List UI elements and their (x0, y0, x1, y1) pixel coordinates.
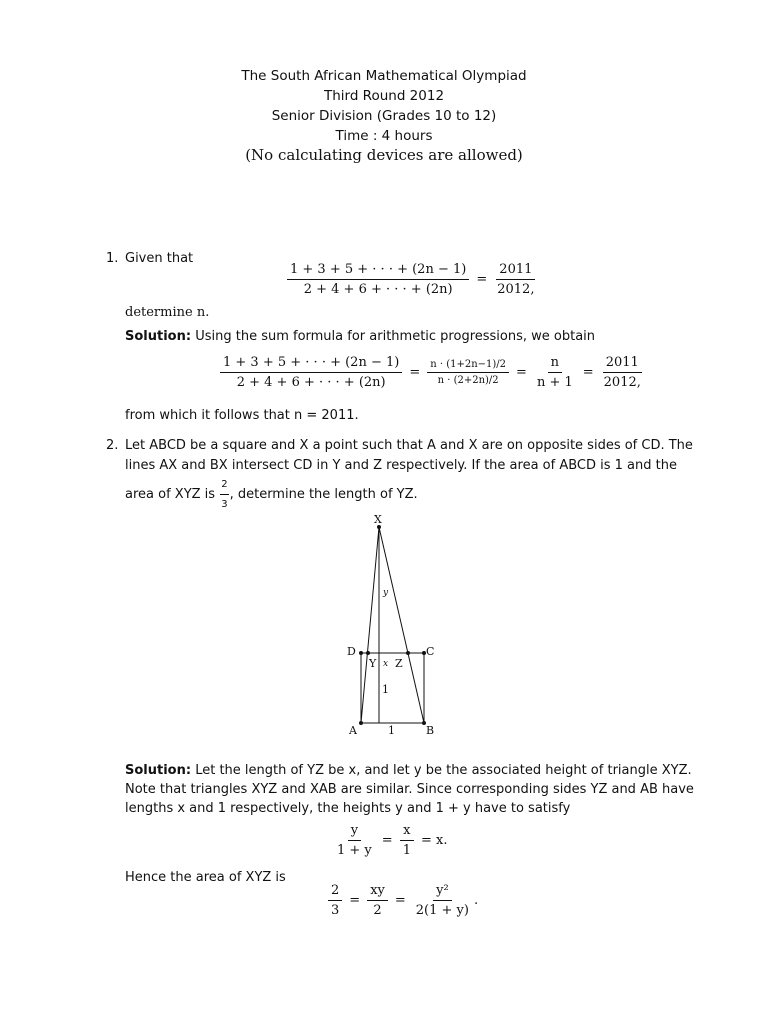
line3-text-b: , determine the length of YZ. (229, 487, 418, 502)
eq-rhs-numerator: 2011 (496, 262, 535, 280)
label-one-bottom: 1 (388, 724, 395, 737)
problem-2-number: 2. (106, 438, 119, 453)
label-a: A (349, 724, 357, 737)
label-one-side: 1 (382, 683, 389, 696)
division-line: Senior Division (Grades 10 to 12) (271, 108, 497, 124)
eq2-den2: 1 (402, 843, 411, 858)
sol-denominator: 2 + 4 + 6 + · · · + (2n) (236, 375, 386, 390)
point-y (366, 651, 370, 655)
sol-mid-denominator: n · (2+2n)/2 (437, 375, 499, 386)
point-a (359, 721, 363, 725)
problem-2-solution-line3: lengths x and 1 respectively, the heights y and 1 + y have to satisfy (125, 801, 571, 816)
eq3-lhs-den: 3 (331, 903, 340, 918)
eq2-num2: x (400, 823, 413, 841)
area-equation: $\frac{2}{3}$ = $\frac{xy}{2}$ = $\frac{\text{y²}}{2(1 + y)}$ . (326, 883, 478, 918)
sol2-text-1: Let the length of YZ be x, and let y be the associated height of triangle XYZ. (195, 763, 692, 778)
area-frac-den: 3 (221, 499, 228, 510)
label-z: Z (395, 657, 403, 670)
problem-1-number: 1. (106, 251, 119, 266)
label-b: B (426, 724, 435, 737)
label-d: D (347, 645, 356, 658)
title-line: The South African Mathematical Olympiad (241, 68, 527, 84)
solution-label: Solution: (125, 329, 192, 344)
eq3-rhs-num: y² (433, 883, 452, 901)
solution-label-2: Solution: (125, 763, 192, 778)
eq3-mid-den: 2 (373, 903, 382, 918)
sol-rhs-denominator: 2012, (603, 375, 641, 390)
no-calculators-line: (No calculating devices are allowed) (245, 146, 523, 164)
label-y-height: y (383, 588, 389, 598)
point-z (406, 651, 410, 655)
square-triangle-diagram (330, 505, 450, 745)
line-xa (361, 527, 379, 723)
line3-text-a: area of XYZ is (125, 487, 216, 502)
sol-n-plus-1: n + 1 (536, 375, 573, 390)
label-y-point: Y (369, 657, 377, 670)
sol-rhs-numerator: 2011 (603, 355, 642, 373)
problem-1-conclusion: from which it follows that n = 2011. (125, 408, 359, 423)
problem-1-solution (125, 327, 595, 346)
problem-1-intro: Given that (125, 251, 194, 266)
eq3-mid-num: xy (367, 883, 388, 901)
eq3-lhs-num: 2 (328, 883, 342, 901)
sol-mid-numerator: n · (1+2n−1)/2 (427, 359, 509, 373)
solution-text: Using the sum formula for arithmetic progressions, we obtain (195, 329, 596, 344)
problem-2-line2: lines AX and BX intersect CD in Y and Z respectively. If the area of ABCD is 1 and the (125, 458, 677, 473)
problem-2-solution-line1 (125, 761, 692, 780)
time-line: Time : 4 hours (335, 128, 433, 144)
sol-numerator: 1 + 3 + 5 + · · · + (2n − 1) (220, 355, 402, 373)
eq-denominator: 2 + 4 + 6 + · · · + (2n) (303, 282, 453, 297)
label-c: C (426, 645, 435, 658)
problem-1-determine: determine n. (125, 305, 210, 320)
point-d (359, 651, 363, 655)
eq-numerator: 1 + 3 + 5 + · · · + (2n − 1) (287, 262, 469, 280)
eq3-rhs-den: 2(1 + y) (415, 903, 469, 918)
problem-1-equation: $\frac{1 + 3 + 5 + \cdot \cdot \cdot + (2n - 1)}{2 + 4 + 6 + \cdot \cdot \cdot + (2n)}$ = $\frac{2011}{2012,}$ (285, 262, 539, 297)
eq2-rhs: = x. (420, 833, 448, 848)
label-x: X (374, 513, 382, 526)
problem-2-hence: Hence the area of XYZ is (125, 870, 286, 885)
eq2-num: y (348, 823, 361, 841)
label-x-length: x (383, 659, 389, 669)
round-line: Third Round 2012 (323, 88, 445, 104)
area-frac-num: 2 (220, 475, 228, 495)
similarity-equation: $\frac{y}{1 + y}$ = $\frac{x}{1}$ = x. (332, 823, 452, 858)
problem-2-line1: Let ABCD be a square and X a point such that A and X are on opposite sides of CD. The (125, 438, 693, 453)
problem-1-solution-equation: $\frac{1 + 3 + 5 + \cdot \cdot \cdot + (2n - 1)}{2 + 4 + 6 + \cdot \cdot \cdot + (2n)}$ = $\frac{n \cdot (1+2n-1)/2}{n \cdot (2+2n)/2}$ = $\frac{n}{n + 1}$ = $\frac{2011}{2012,}$ (218, 355, 646, 390)
eq-rhs-denominator: 2012, (497, 282, 535, 297)
eq2-den: 1 + y (337, 843, 372, 858)
sol-n: n (548, 355, 562, 373)
problem-2-solution-line2: Note that triangles XYZ and XAB are similar. Since corresponding sides YZ and AB have (125, 782, 694, 797)
